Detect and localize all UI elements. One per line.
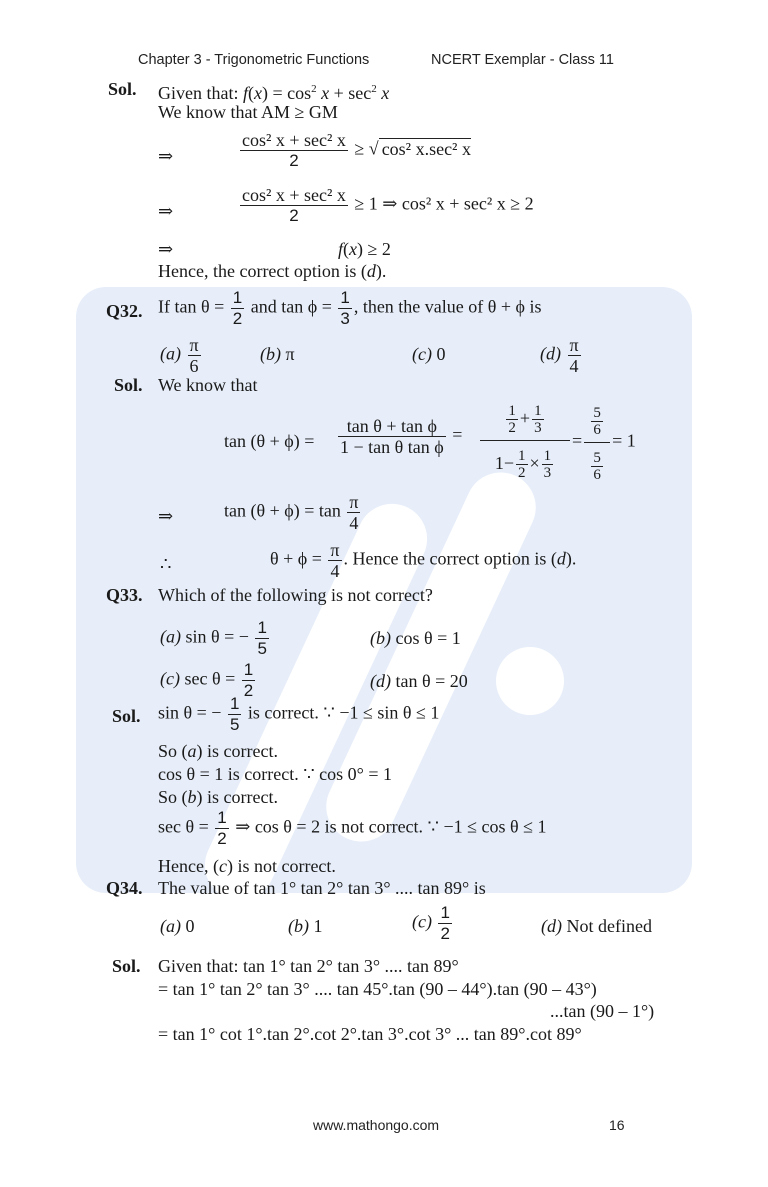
sol31-arrow3: ⇒	[158, 239, 174, 259]
sol31-line2: We know that AM ≥ GM	[158, 102, 338, 122]
q34-option-d: (d) Not defined	[541, 916, 652, 936]
sol34-line4: = tan 1° cot 1°.tan 2°.cot 2°.tan 3°.cot 3° ... tan 89°.cot 89°	[158, 1024, 582, 1044]
q32-option-b: (b) π	[260, 344, 295, 364]
sol33-line6: Hence, (c) is not correct.	[158, 856, 336, 876]
sol33-line3: cos θ = 1 is correct. ∵ cos 0° = 1	[158, 764, 393, 784]
sol33-label: Sol.	[112, 706, 141, 726]
q34-option-c: (c) $\frac{1}{2}$	[412, 903, 450, 943]
sol32-line1: We know that	[158, 375, 258, 395]
page-number: 16	[609, 1117, 625, 1133]
sol32-step3: θ + ϕ = $\frac{\pi}{4}$ . Hence the correct option is (d).	[270, 540, 577, 581]
sol31-arrow2: ⇒	[158, 201, 174, 221]
q33-option-a: (a) sin θ = − $\frac{1}{5}$	[160, 618, 267, 658]
q32-option-d: (d) $\frac{\pi}{4}$	[540, 335, 579, 376]
sol33-line4: So (b) is correct.	[158, 787, 278, 807]
sol32-frac1: $\frac{\text{tan θ + tan ϕ}}{\text{1 − tan θ tan ϕ}}$ =	[340, 416, 463, 457]
q33-option-b: (b) cos θ = 1	[370, 628, 461, 648]
q33-label: Q33.	[106, 585, 143, 605]
sol31-label: Sol.	[108, 79, 137, 99]
sol31-arrow1: ⇒	[158, 146, 174, 166]
sol33-line2: So (a) is correct.	[158, 741, 278, 761]
q32-label: Q32.	[106, 301, 143, 321]
q33-option-d: (d) tan θ = 20	[370, 671, 468, 691]
sol32-label: Sol.	[114, 375, 143, 395]
q32-text: If tan θ = $\frac{1}{2}$ and tan ϕ = $\frac{1}{3}$ , then the value of θ + ϕ is	[158, 288, 542, 328]
sol32-arrow: ⇒	[158, 506, 174, 526]
sol34-line1: Given that: tan 1° tan 2° tan 3° .... tan 89°	[158, 956, 459, 976]
q32-option-c: (c) 0	[412, 344, 446, 364]
footer-website: www.mathongo.com	[313, 1117, 440, 1133]
sol32-therefore: ∴	[160, 554, 172, 574]
q34-label: Q34.	[106, 878, 143, 898]
sol34-label: Sol.	[112, 956, 141, 976]
q33-option-c: (c) sec θ = $\frac{1}{2}$	[160, 660, 254, 700]
sol31-step3: f(x) ≥ 2	[338, 239, 391, 259]
q32-option-a: (a) $\frac{\pi}{6}$	[160, 335, 199, 376]
q34-option-a: (a) 0	[160, 916, 195, 936]
sol31-step2: $\frac{\text{cos² x + sec² x}}{2}$ ≥ 1 ⇒ cos² x + sec² x ≥ 2	[242, 185, 534, 225]
sol32-frac2: $\frac{1}{2}$ + $\frac{1}{3}$ 1− $\frac{1}{2}$ × $\frac{1}{3}$	[478, 396, 572, 485]
sol32-step2: tan (θ + ϕ) = tan $\frac{\pi}{4}$	[224, 492, 359, 533]
sol31-step1: $\frac{\text{cos² x + sec² x}}{2}$ ≥ √ cos² x.sec² x	[242, 130, 471, 170]
watermark-dot	[496, 647, 564, 715]
sol32-frac3: = $\frac{\frac{5}{6}}{\frac{5}{6}}$ = 1	[572, 398, 636, 487]
chapter-title: Chapter 3 - Trigonometric Functions	[138, 52, 370, 68]
sol33-line1: sin θ = − $\frac{1}{5}$ is correct. ∵ −1 ≤ sin θ ≤ 1	[158, 694, 440, 734]
sol32-lhs: tan (θ + ϕ) =	[224, 431, 315, 451]
sol31-line1: Given that: $f(x) = \cos^2 x + \sec^2 x$	[158, 83, 390, 103]
sol34-line3: ...tan (90 – 1°)	[550, 1001, 655, 1021]
q34-option-b: (b) 1	[288, 916, 323, 936]
q33-text: Which of the following is not correct?	[158, 585, 433, 605]
sol33-line5: sec θ = $\frac{1}{2}$ ⇒ cos θ = 2 is not correct. ∵ −1 ≤ cos θ ≤ 1	[158, 808, 547, 848]
sol34-line2: = tan 1° tan 2° tan 3° .... tan 45°.tan (90 – 44°).tan (90 – 43°)	[158, 979, 597, 999]
sol31-conclusion: Hence, the correct option is (d).	[158, 261, 387, 281]
q34-text: The value of tan 1° tan 2° tan 3° .... tan 89° is	[158, 878, 486, 898]
book-title: NCERT Exemplar - Class 11	[431, 52, 614, 68]
